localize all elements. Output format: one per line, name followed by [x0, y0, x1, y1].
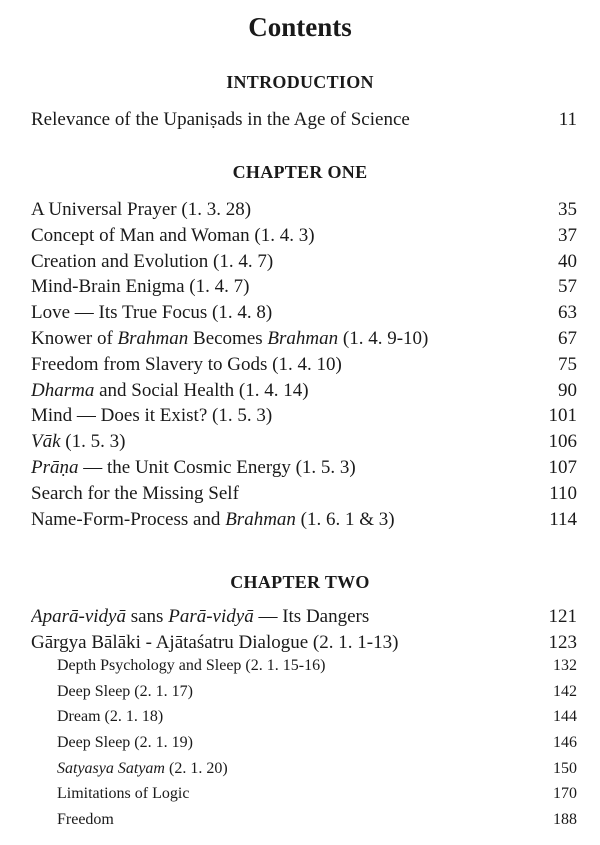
toc-entry-page: 37 [558, 224, 577, 246]
toc-entry-page: 188 [553, 810, 577, 828]
toc-entry-title: Vāk (1. 5. 3) [31, 431, 126, 453]
toc-entry-page: 110 [549, 482, 577, 504]
toc-entry-page: 57 [558, 276, 577, 298]
toc-subentry [31, 811, 577, 837]
toc-subentry [31, 708, 577, 734]
toc-entry-title: Dharma and Social Health (1. 4. 14) [31, 379, 309, 401]
toc-entry [31, 457, 577, 483]
section-heading-introduction: INTRODUCTION [226, 72, 374, 92]
toc-entry-page: 142 [553, 682, 577, 700]
toc-entry-title: Love — Its True Focus (1. 4. 8) [31, 302, 273, 324]
toc-entry-title: Search for the Missing Self [31, 482, 239, 504]
toc-entry-title: Gārgya Bālāki - Ajātaśatru Dialogue (2. 1. 1-13) [31, 631, 399, 653]
toc-entry-title: A Universal Prayer (1. 3. 28) [31, 199, 252, 220]
toc-entry-title: Relevance of the Upaniṣads in the Age of Science [31, 109, 410, 130]
toc-entry [31, 251, 577, 277]
toc-entry-page: 40 [558, 250, 577, 272]
toc-entry [31, 199, 577, 225]
toc-entry [31, 380, 577, 406]
toc-entry-page: 107 [548, 456, 577, 478]
toc-entry-page: 150 [553, 759, 577, 777]
toc-list-chapter-two [31, 606, 577, 836]
toc-entry [31, 509, 577, 535]
toc-entry-title: Deep Sleep (2. 1. 17) [57, 682, 193, 700]
toc-entry-title: Satyasya Satyam (2. 1. 20) [57, 759, 228, 777]
toc-entry-page: 63 [558, 302, 577, 324]
toc-entry-page: 121 [548, 606, 577, 627]
toc-entry-page: 144 [553, 708, 577, 726]
toc-entry-title: Freedom from Slavery to Gods (1. 4. 10) [31, 353, 342, 375]
toc-entry-page: 146 [553, 733, 577, 751]
toc-entry-title: Mind — Does it Exist? (1. 5. 3) [31, 405, 273, 427]
toc-entry-page: 35 [558, 199, 577, 220]
toc-entry [31, 483, 577, 509]
toc-entry [31, 606, 577, 632]
toc-entry-page: 123 [548, 631, 577, 653]
toc-subentry [31, 785, 577, 811]
toc-entry [31, 405, 577, 431]
toc-entry [31, 354, 577, 380]
toc-entry-title: Concept of Man and Woman (1. 4. 3) [31, 224, 315, 246]
toc-entry [31, 302, 577, 328]
toc-entry [31, 632, 577, 658]
toc-entry [31, 109, 577, 135]
toc-entry-title: Depth Psychology and Sleep (2. 1. 15-16) [57, 657, 326, 675]
toc-entry-title: Limitations of Logic [57, 785, 190, 803]
toc-entry-title: Prāṇa — the Unit Cosmic Energy (1. 5. 3) [31, 456, 356, 478]
toc-entry [31, 431, 577, 457]
toc-entry-title: Mind-Brain Enigma (1. 4. 7) [31, 276, 250, 298]
section-heading-chapter-two: CHAPTER TWO [230, 572, 370, 592]
toc-entry-page: 11 [558, 109, 577, 130]
toc-entry-page: 170 [553, 785, 577, 803]
toc-entry-page: 67 [558, 327, 577, 349]
toc-entry-page: 114 [549, 508, 577, 530]
toc-entry-title: Name-Form-Process and Brahman (1. 6. 1 & 3) [31, 508, 395, 530]
toc-entry-page: 132 [553, 657, 577, 675]
toc-entry [31, 276, 577, 302]
toc-subentry [31, 760, 577, 786]
page-title: Contents [248, 12, 352, 42]
toc-subentry [31, 683, 577, 709]
toc-list-chapter-one [31, 199, 577, 534]
toc-entry-title: Deep Sleep (2. 1. 19) [57, 733, 193, 751]
toc-entry-title: Freedom [57, 810, 114, 828]
toc-entry-title: Knower of Brahman Becomes Brahman (1. 4. 9-10) [31, 327, 429, 349]
toc-entry-title: Aparā-vidyā sans Parā-vidyā — Its Dangers [31, 606, 370, 627]
toc-entry [31, 225, 577, 251]
toc-entry-title: Creation and Evolution (1. 4. 7) [31, 250, 274, 272]
toc-entry-page: 101 [548, 405, 577, 427]
toc-subentry [31, 657, 577, 683]
toc-entry-page: 75 [558, 353, 577, 375]
toc-entry-page: 90 [558, 379, 577, 401]
section-heading-chapter-one: CHAPTER ONE [232, 162, 368, 182]
toc-entry [31, 328, 577, 354]
toc-list-introduction [31, 109, 577, 135]
toc-entry-page: 106 [548, 431, 577, 453]
toc-subentry [31, 734, 577, 760]
toc-entry-title: Dream (2. 1. 18) [57, 708, 164, 726]
